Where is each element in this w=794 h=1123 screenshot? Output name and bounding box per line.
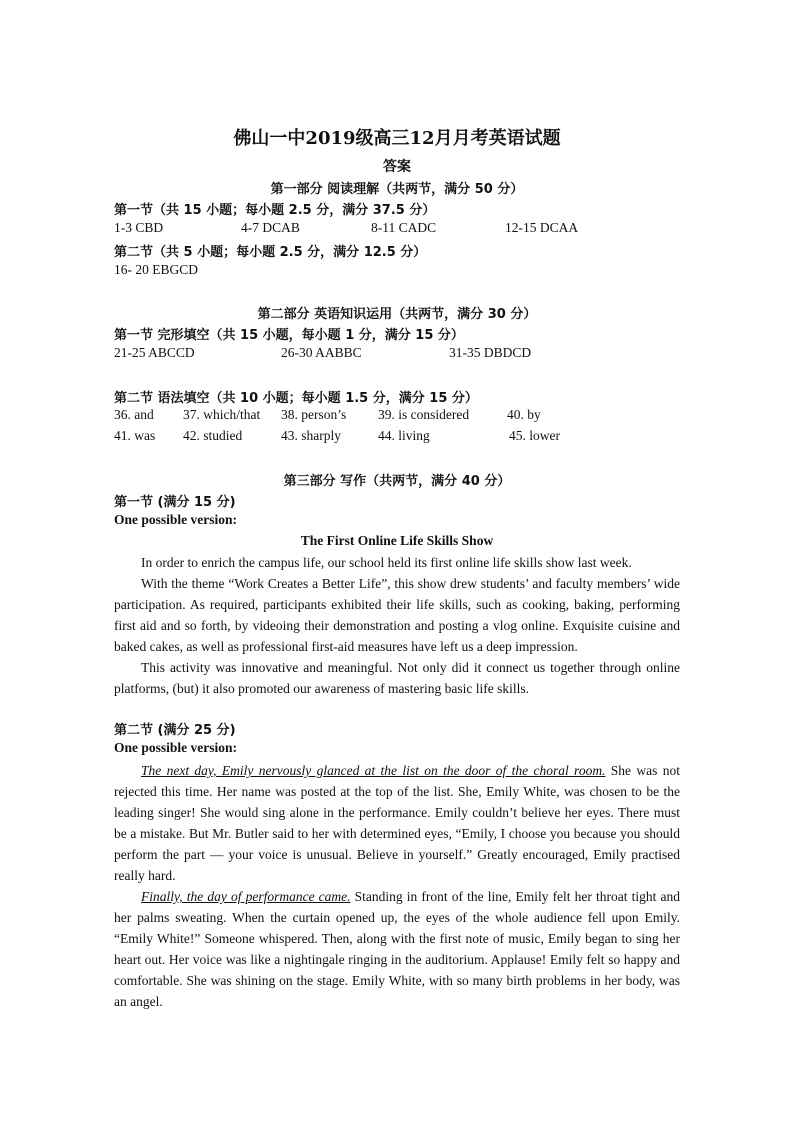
part3-section2-heading: 第二节 (满分 25 分) — [114, 723, 236, 738]
grammar-answer: 38. person’s — [281, 407, 347, 422]
possible-version-label: One possible version: — [114, 740, 238, 755]
essay-title: The First Online Life Skills Show — [300, 533, 494, 548]
story-paragraph — [114, 760, 680, 886]
essay-paragraph: In order to enrich the campus life, our school held its first online life skills show last week. — [141, 555, 632, 570]
grammar-answer: 36. and — [114, 407, 154, 422]
answer-26-30: 26-30 AABBC — [281, 345, 362, 360]
grammar-answer: 37. which/that — [183, 407, 261, 422]
grammar-answer: 41. was — [114, 428, 156, 443]
answer-12-15: 12-15 DCAA — [505, 220, 579, 235]
grammar-answer: 40. by — [507, 407, 541, 422]
answer-1-3: 1-3 CBD — [114, 220, 164, 235]
story-body — [114, 760, 680, 1012]
part1-heading: 第一部分 阅读理解（共两节，满分 50 分） — [270, 182, 524, 197]
part2-heading: 第二部分 英语知识运用（共两节，满分 30 分） — [257, 307, 537, 322]
essay-paragraph: This activity was innovative and meaningful. Not only did it connect us together through online platforms, (but) it also promoted our awareness of mastering basic life skills. — [114, 660, 680, 696]
part3-section1-heading: 第一节 (满分 15 分) — [114, 495, 236, 510]
answer-8-11: 8-11 CADC — [371, 220, 437, 235]
page-subtitle: 答案 — [383, 159, 411, 175]
part1-section2-heading: 第二节（共 5 小题；每小题 2.5 分，满分 12.5 分） — [114, 245, 427, 260]
essay-paragraph: With the theme “Work Creates a Better Life”, this show drew students’ and faculty members’ wide participation. As required, participants exhibited their life skills, such as cooking, baking, performing first aid and so forth, by videoing their demonstration and posting a vlog online. Exquisite cuisine and baked cakes, as well as professional first-aid measures have left us a deep impression. — [114, 576, 680, 654]
answer-4-7: 4-7 DCAB — [241, 220, 300, 235]
grammar-answer: 43. sharply — [281, 428, 341, 443]
story-opening-sentence: The next day, Emily nervously glanced at the list on the door of the choral room. — [141, 763, 606, 778]
grammar-answer: 45. lower — [509, 428, 560, 443]
story-text: Standing in front of the line, Emily felt her throat tight and her palms sweating. When the curtain opened up, the eyes of the whole audience fell upon Emily. “Emily White!” Someone whispered. Then, along with the first note of music, Emily began to sing her heart out. Her voice was like a nightingale ringing in the auditorium. Applause! Emily felt so happy and comfortable. She was shining on the stage. Emily White, with so many birth problems in her body, was an angel. — [114, 889, 680, 1009]
part3-heading: 第三部分 写作（共两节，满分 40 分） — [283, 474, 511, 489]
grammar-answer: 44. living — [378, 428, 430, 443]
part1-section1-heading: 第一节（共 15 小题；每小题 2.5 分，满分 37.5 分） — [114, 203, 436, 218]
story-text: She was not rejected this time. Her name was posted at the top of the list. She, Emily White, was chosen to be the leading singer! She would sing alone in the performance. Emily couldn’t believe her eyes. There must be a mistake. But Mr. Butler said to her with determined eyes, “Emily, I choose you because you should perform the part — your voice is unusual. Believe in yourself.” Greatly encouraged, Emily practised really hard. — [114, 763, 680, 883]
page-title: 佛山一中2019级高三12月月考英语试题 — [233, 128, 561, 149]
answer-21-25: 21-25 ABCCD — [114, 345, 195, 360]
grammar-answer: 39. is considered — [378, 407, 470, 422]
possible-version-label: One possible version: — [114, 512, 238, 527]
answer-16-20: 16- 20 EBGCD — [114, 262, 198, 277]
essay-body — [114, 552, 680, 699]
grammar-answer: 42. studied — [183, 428, 243, 443]
story-opening-sentence: Finally, the day of performance came. — [141, 889, 351, 904]
part2-section1-heading: 第一节 完形填空（共 15 小题，每小题 1 分，满分 15 分） — [114, 328, 464, 343]
part2-section2-heading: 第二节 语法填空（共 10 小题；每小题 1.5 分，满分 15 分） — [114, 391, 478, 406]
answer-31-35: 31-35 DBDCD — [449, 345, 532, 360]
story-paragraph — [114, 886, 680, 1012]
